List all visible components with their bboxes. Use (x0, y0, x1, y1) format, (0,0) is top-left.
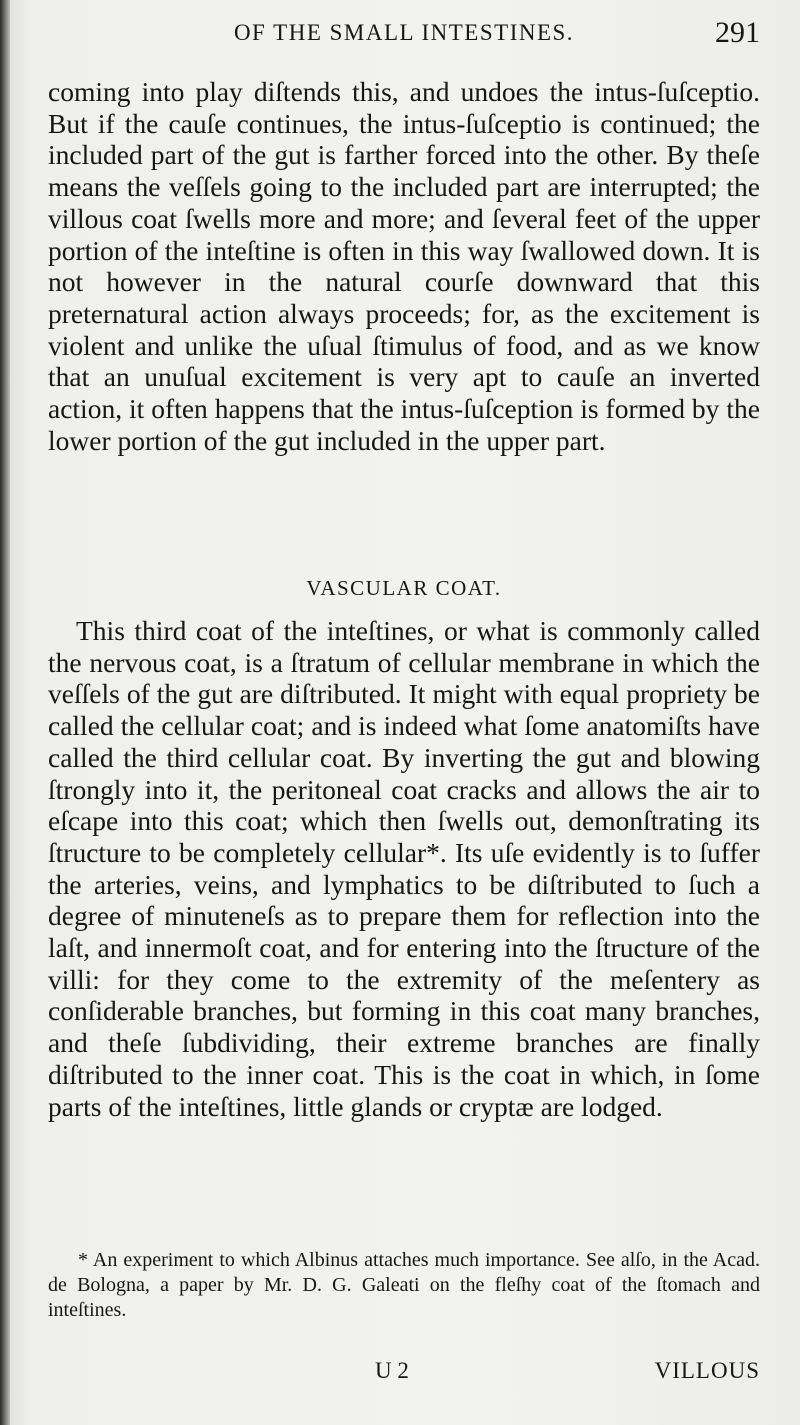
section-heading: VASCULAR COAT. (306, 576, 502, 600)
text-block-intus-susceptio (48, 76, 760, 456)
footnote-text: * An experiment to which Albinus attaches much importance. See alſo, in the Acad. de Bologna, a paper by Mr. D. G. Galeati on the fleſhy coat of the ſtomach and inteſtines. (48, 1249, 760, 1321)
running-head (48, 16, 760, 56)
signature-mark: U 2 (375, 1358, 409, 1383)
paragraph-intus-susceptio: coming into play diſtends this, and undoes the intus-ſuſceptio. But if the cauſe continues, the intus-ſuſceptio is continued; the included part of the gut is farther forced into the other. By theſe means the veſſels going to the included part are interrupted; the villous coat ſwells more and more; and ſeveral feet of the upper portion of the inteſtine is often in this way ſwallowed down. It is not however in the natural courſe downward that this preternatural action always proceeds; for, as the excitement is violent and unlike the uſual ſtimulus of food, and as we know that an unuſual excitement is very apt to cauſe an inverted action, it often happens that the intus-ſuſception is formed by the lower portion of the gut included in the upper part. (48, 76, 760, 456)
paragraph-vascular-coat: This third coat of the inteſtines, or what is commonly called the nervous coat, is a ſtratum of cellular membrane in which the veſſels of the gut are diſtributed. It might with equal propriety be called the cellular coat; and is indeed what ſome anatomiſts have called the third cellular coat. By inverting the gut and blowing ſtrongly into it, the peritoneal coat cracks and allows the air to eſcape into this coat; which then ſwells out, demonſtrating its ſtructure to be completely cellular*. Its uſe evidently is to ſuffer the arteries, veins, and lymphatics to be diſtributed to ſuch a degree of minuteneſs as to prepare them for reflection into the laſt, and innermoſt coat, and for entering into the ſtructure of the villi: for they come to the extremity of the meſentery as conſiderable branches, but forming in this coat many branches, and theſe ſubdividing, their extreme branches are finally diſtributed to the inner coat. This is the coat in which, in ſome parts of the inteſtines, little glands or cryptæ are lodged. (48, 615, 760, 1122)
footnote (48, 1248, 760, 1323)
page-number: 291 (715, 16, 760, 49)
catchword: VILLOUS (654, 1358, 760, 1383)
running-head-title: OF THE SMALL INTESTINES. (233, 20, 575, 45)
page-binding-edge (0, 0, 10, 1425)
text-block-vascular-coat (48, 615, 760, 1122)
